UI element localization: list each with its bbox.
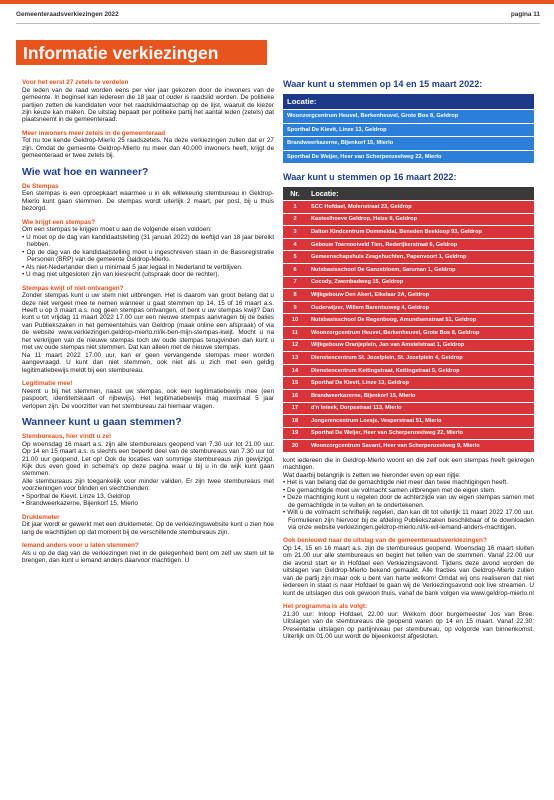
- table-cell-location: Woonzorgcentrum Savant, Heer van Scherpenzeelweg 9, Mierlo: [307, 440, 534, 452]
- table-cell-number: 15: [283, 377, 307, 389]
- table-row: [283, 390, 534, 402]
- table-cell-location: Woonzorgcentrum Heuvel, Berkenheuvel, Grote Bos 8, Geldrop: [307, 327, 534, 339]
- table-cell-number: 11: [283, 327, 307, 339]
- table-row: [283, 340, 534, 352]
- locations-table-16: [283, 186, 534, 453]
- table-cell-location: SCC Hofdael, Molenstraat 23, Geldrop: [307, 201, 534, 213]
- list-item: • U moet op de dag van kandidaatstelling (31 januari 2022) de leeftijd van 18 jaar bereikt hebben.: [22, 233, 274, 249]
- list-item: • Brandweerkazerne, Bijenkorf 15, Mierlo: [22, 500, 138, 508]
- table-cell-location: Sporthal De Weijer, Heer van Scherpenzeelweg 22, Mierlo: [307, 428, 534, 440]
- section-title-kwijt: Stempas kwijt of niet ontvangen?: [22, 284, 124, 292]
- table-cell-location: Ouderwijzer, Willem Barentszweg 4, Geldrop: [307, 302, 534, 314]
- table-cell-number: 18: [283, 415, 307, 427]
- list-item: • U mag niet uitgesloten zijn van kiesrecht (uitspraak door de rechter).: [22, 271, 220, 279]
- table-cell-location: Sporthal De Weijer, Heer van Scherpenzeelweg 22, Mierlo: [283, 151, 534, 164]
- table-cell-number: 20: [283, 440, 307, 452]
- heading-wie-wat-hoe: Wie wat hoe en wanneer?: [22, 166, 149, 178]
- table-header-row: [283, 187, 534, 200]
- section-title-stembureaus: Stembureaus, hier vindt u ze!: [22, 433, 112, 441]
- page-number: pagina 11: [510, 11, 540, 18]
- table-cell-location: Dalton Kindcentrum Dommeldal, Beneden Beekloop 93, Geldrop: [307, 226, 534, 238]
- table-cell-number: 7: [283, 277, 307, 289]
- table-header-locatie: Locatie:: [307, 187, 534, 200]
- table-row: [283, 239, 534, 251]
- section-title-zetels: Voor het eerst 27 zetels te verdelen: [22, 79, 129, 86]
- section-title-meer-inwoners: Meer inwoners meer zetels in de gemeenteraad: [22, 129, 166, 137]
- table-header-nr: Nr.: [283, 187, 307, 200]
- table-cell-location: Brandweerkazerne, Bijenkorf 15, Mierlo: [283, 137, 534, 150]
- table-cell-location: Nutsbasisschool De Regenboog, Amundsenstraat 51, Geldrop: [307, 314, 534, 326]
- table-row: [283, 201, 534, 213]
- table-cell-location: Dienstencentrum Kettingstraat, Kettingstraat 5, Geldrop: [307, 365, 534, 377]
- table-cell-number: 16: [283, 390, 307, 402]
- table-cell-number: 8: [283, 289, 307, 301]
- section-intro-wie-krijgt: Om een stempas te krijgen moet u aan de volgende eisen voldoen:: [22, 226, 212, 234]
- table-row: [283, 365, 534, 377]
- publication-title: Gemeenteraadsverkiezingen 2022: [16, 11, 119, 18]
- table-cell-location: Wijkgebouw Oranjeplein, Jan van Amstelstraat 1, Geldrop: [307, 340, 534, 352]
- list-item: • Als niet-Nederlander dien u minimaal 5 jaar legaal in Nederland te verblijven.: [22, 263, 243, 271]
- list-item: • Sporthal de Kievit, Linze 13, Geldrop: [22, 492, 131, 500]
- left-column: [22, 79, 274, 789]
- heading-16-maart: Waar kunt u stemmen op 16 maart 2022:: [283, 172, 457, 182]
- table-cell-location: Dienstencentrum St. Jozefplein, St. Jozefplein 4, Geldrop: [307, 352, 534, 364]
- section-text-druktemeter: Dit jaar wordt er gewerkt met een druktemeter. Op de verkiezingswebsite kunt u zien hoe lang de wachttijden op dat moment bij de verschillende stembureaus zijn.: [22, 521, 274, 536]
- table-row: [283, 124, 534, 137]
- right-column: [283, 79, 534, 789]
- section-title-uitslag: Ook benieuwd naar de uitslag van de gemeenteraadsverkiezingen?: [283, 537, 487, 545]
- table-cell-number: 6: [283, 264, 307, 276]
- list-item: • Wilt u de volmacht schriftelijk regelen, dan kan dit tot uiterlijk 11 maart 2022 17.00 uur. Formulieren zijn hiervoor bij de afdeling Publiekszaken beschikbaar of te downloaden via onze website verkiezingen.geldrop-mierlo.nl/ik-wil-iemand-anders-machtigen.: [283, 509, 534, 531]
- table-row: [283, 440, 534, 452]
- section-text-stembureaus-2: Alle stembureaus zijn toegankelijk voor minder validen. Er zijn twee stembureaus met voorzieningen voor blinden en slechtzienden:: [22, 477, 274, 493]
- table-cell-number: 2: [283, 214, 307, 226]
- table-cell-location: Nutsbasisschool De Ganzebloem, Saruman 1, Geldrop: [307, 264, 534, 276]
- section-text-meer-inwoners: Tot nu toe kende Geldrop-Mierlo 25 raadszetels. Na deze verkiezingen zullen dat er 27 zijn. Omdat de gemeente Geldrop-Mierlo nu meer dan 40.000 inwoners heeft, krijgt de gemeenteraad er twee zetels bij.: [22, 137, 274, 160]
- title-banner: [16, 40, 267, 65]
- table-row: [283, 137, 534, 150]
- section-text-kwijt-2: Na 11 maart 2022 17.00 uur, kan er geen vervangende stempas meer worden aangevraagd. U kunt dan niet stemmen, ook niet als u zich met een geldig legitimatiebewijs meldt bij een stembureau.: [22, 351, 274, 374]
- section-text-stempas: Een stempas is een oproepkaart waarmee u in elk willekeurig stembureau in Geldrop-Mierlo kunt gaan stemmen. De stempas wordt uiterlijk 2 maart, per post, bij u thuis bezorgd.: [22, 190, 274, 213]
- section-title-programma: Het programma is als volgt:: [283, 603, 368, 611]
- table-cell-number: 12: [283, 340, 307, 352]
- proxy-rules-list: [283, 479, 534, 531]
- table-cell-number: 19: [283, 428, 307, 440]
- table-row: [283, 151, 534, 164]
- page-header: [16, 11, 540, 23]
- table-cell-location: Jongerencentrum Loesje, Vesperstraat 51, Mierlo: [307, 415, 534, 427]
- table-row: [283, 289, 534, 301]
- list-item: • Op de dag van de kandidaatstelling moet u ingeschreven staan in de Basisregistratie Personen (BRP) van de gemeente Geldrop-Mierlo.: [22, 248, 274, 264]
- table-row: [283, 251, 534, 263]
- table-cell-location: Kasteelhoeve Geldrop, Heize 8, Geldrop: [307, 214, 534, 226]
- table-row: [283, 314, 534, 326]
- table-header-locatie: Locatie:: [283, 94, 534, 109]
- table-row: [283, 352, 534, 364]
- table-cell-number: 3: [283, 226, 307, 238]
- locations-table-14-15: [283, 93, 534, 164]
- section-text-uitslag: Op 14, 15 en 16 maart a.s. zijn de stembureaus geopend. Woensdag 16 maart sluiten om 21.00 uur alle stembureaus en begint het tellen van de stemmen. Vanaf 22.00 uur die avond start er in Hofdael een Verkiezingsavond. Tijdens deze avond worden de uitslagen van Geldrop-Mierlo bekend gemaakt. Alle fracties van Geldrop-Mierlo zullen van de partij zijn maar ook u bent van harte welkom! Omdat wij ons realiseren dat niet iedereen in staat is naar Hofdael te gaan wij de Verkiezingsavond ook live streamen. U kunt de uitslagen dus ook gewoon thuis, vanaf de bank volgen via www.geldrop-mierlo.nl: [283, 545, 534, 597]
- table-body: [283, 201, 534, 452]
- table-row: [283, 415, 534, 427]
- section-text-machtigen: kunt iedereen die in Geldrop-Mierlo woont en die zelf ook een stempas heeft gekregen machtigen.: [283, 456, 534, 472]
- list-item: • De gemachtigde moet uw volmacht samen uitbrengen met de eigen stem.: [283, 486, 496, 494]
- table-cell-number: 13: [283, 352, 307, 364]
- section-title-legitimatie: Legitimatie mee!: [22, 380, 73, 388]
- top-accent-bar: [0, 0, 554, 4]
- section-text-machtigen-2: Wat daarbij belangrijk is zetten we hieronder even op een rijtje:: [283, 471, 461, 479]
- table-cell-location: Brandweerkazerne, Bijenkorf 15, Mierlo: [307, 390, 534, 402]
- section-text-iemand-anders: Als u op de dag van de verkiezingen niet in de gelegenheid bent om zelf uw stem uit te brengen, dan kunt u iemand anders daarvoor machtigen. U: [22, 549, 274, 565]
- page-title: Informatie verkiezingen: [23, 43, 219, 63]
- list-item: • Het is van belang dat de gemachtigde niet meer dan twee machtigingen heeft.: [283, 479, 508, 487]
- heading-14-15-maart: Waar kunt u stemmen op 14 en 15 maart 2022:: [283, 79, 483, 89]
- table-row: [283, 277, 534, 289]
- table-row: [283, 214, 534, 226]
- accessible-locations-list: [22, 493, 274, 508]
- table-cell-number: 10: [283, 314, 307, 326]
- section-text-stembureaus: Op woensdag 16 maart a.s. zijn alle stembureaus geopend van 7.30 uur tot 21.00 uur. Op 14 en 15 maart a.s. is slechts een beperkt deel van de stembureaus van 7.30 uur tot 21.00 uur geopend. Let op! Ook de locaties van sommige stembureaus zijn gewijzigd. Kijk dus even goed in schema's op deze pagina waar u bij u in de wijk kunt gaan stemmen.: [22, 440, 274, 478]
- table-cell-number: 4: [283, 239, 307, 251]
- section-text-kwijt: Zonder stempas kunt u uw stem niet uitbrengen. Het is daarom van groot belang dat u deze niet vergeet mee te nemen wanneer u gaat stemmen op 14, 15 of 16 maart a.s. Heeft u op 3 maart a.s. nog geen stempas ontvangen, of bent u uw stempas kwijt? Dan kunt u tot vrijdag 11 maart 2022 17.00 uur een nieuwe stempas aanvragen bij de balies van Publiekszaken in het gemeentehuis van Geldrop (maak online een afspraak) of via de website www.verkiezingen.geldrop-mierlo.nl/ik-ben-mijn-stempas-kwijt. Mocht u na het verkrijgen van de nieuwe stempas toch uw oude stempas terugvinden dan kunt u met uw oude stempas niet stemmen. Dat kan alleen met de nieuwe stempas.: [22, 292, 274, 352]
- table-row: [283, 302, 534, 314]
- table-row: [283, 264, 534, 276]
- requirements-list: [22, 234, 274, 279]
- table-cell-number: 9: [283, 302, 307, 314]
- table-row: [283, 110, 534, 123]
- table-cell-number: 1: [283, 201, 307, 213]
- section-text-zetels: De leden van de raad worden eens per vier jaar gekozen door de inwoners van de gemeente. In beginsel kan iedereen die 18 jaar of ouder is raadslid worden. De politieke partijen zetten de kandidaten voor het raadslidmaatschap op de lijst, waaruit de kiezer zijn keuze kan maken. De uitslag bepaalt per politieke partij het aantal leden (zetels) dat plaatsneemt in de gemeenteraad.: [22, 86, 274, 124]
- table-row: [283, 428, 534, 440]
- section-title-wie-krijgt: Wie krijgt een stempas?: [22, 218, 96, 226]
- table-row: [283, 327, 534, 339]
- table-cell-location: Sporthal De Kievit, Linze 13, Geldrop: [283, 124, 534, 137]
- section-title-iemand-anders: Iemand anders voor u laten stemmen?: [22, 542, 139, 550]
- list-item: • Deze machtiging kunt u regelen door de achterzijde van uw eigen stempas samen met de gemachtigde in te vullen en te ondertekenen.: [283, 494, 534, 509]
- table-row: [283, 377, 534, 389]
- heading-wanneer: Wanneer kunt u gaan stemmen?: [22, 417, 182, 429]
- section-text-legitimatie: Neemt u bij het stemmen, naast uw stempas, ook een legitimatiebewijs mee (een paspoort, identiteitskaart of rijbewijs). Het legitimatiebewijs mag maximaal 5 jaar verlopen zijn. De voorzitter van het stembureau zal hiernaar vragen.: [22, 387, 274, 410]
- table-row: [283, 226, 534, 238]
- section-title-stempas: De Stempas: [22, 182, 59, 190]
- table-row: [283, 403, 534, 415]
- table-cell-location: Sporthal De Kievit, Linze 13, Geldrop: [307, 377, 534, 389]
- section-text-programma: 21.30 uur: Inloop Hofdael, 22.00 uur: Welkom door burgemeester Jos van Bree. Uitslagen van de stembureaus die geopend waren op 14 en 15 maart. Vanaf 22.30: Presentatie uitslagen op partijniveau per stembureau, op volgorde van binnenkomst. Uiterlijk om 01.00 uur wordt de bijeenkomst afgesloten.: [283, 610, 534, 641]
- table-cell-location: Gebouw Toernooiveld Tien, Rederijkerstraat 6, Geldrop: [307, 239, 534, 251]
- table-cell-location: d'n Inteek, Dorpsstraat 113, Mierlo: [307, 403, 534, 415]
- table-cell-location: Woonzorgcentrum Heuvel, Berkenheuvel, Grote Bos 8, Geldrop: [283, 110, 534, 123]
- table-cell-number: 14: [283, 365, 307, 377]
- header-divider: [16, 23, 540, 24]
- table-cell-number: 5: [283, 251, 307, 263]
- table-header-row: [283, 94, 534, 109]
- table-cell-location: Wijkgebouw Den Akert, Eikelaar 2A, Geldrop: [307, 289, 534, 301]
- section-title-druktemeter: Druktemeter: [22, 513, 60, 521]
- table-cell-location: Gemeenschapshuis Zesgehuchten, Papenvoort 1, Geldrop: [307, 251, 534, 263]
- table-cell-number: 17: [283, 403, 307, 415]
- table-cell-location: Cocody, Zwembadweg 15, Geldrop: [307, 277, 534, 289]
